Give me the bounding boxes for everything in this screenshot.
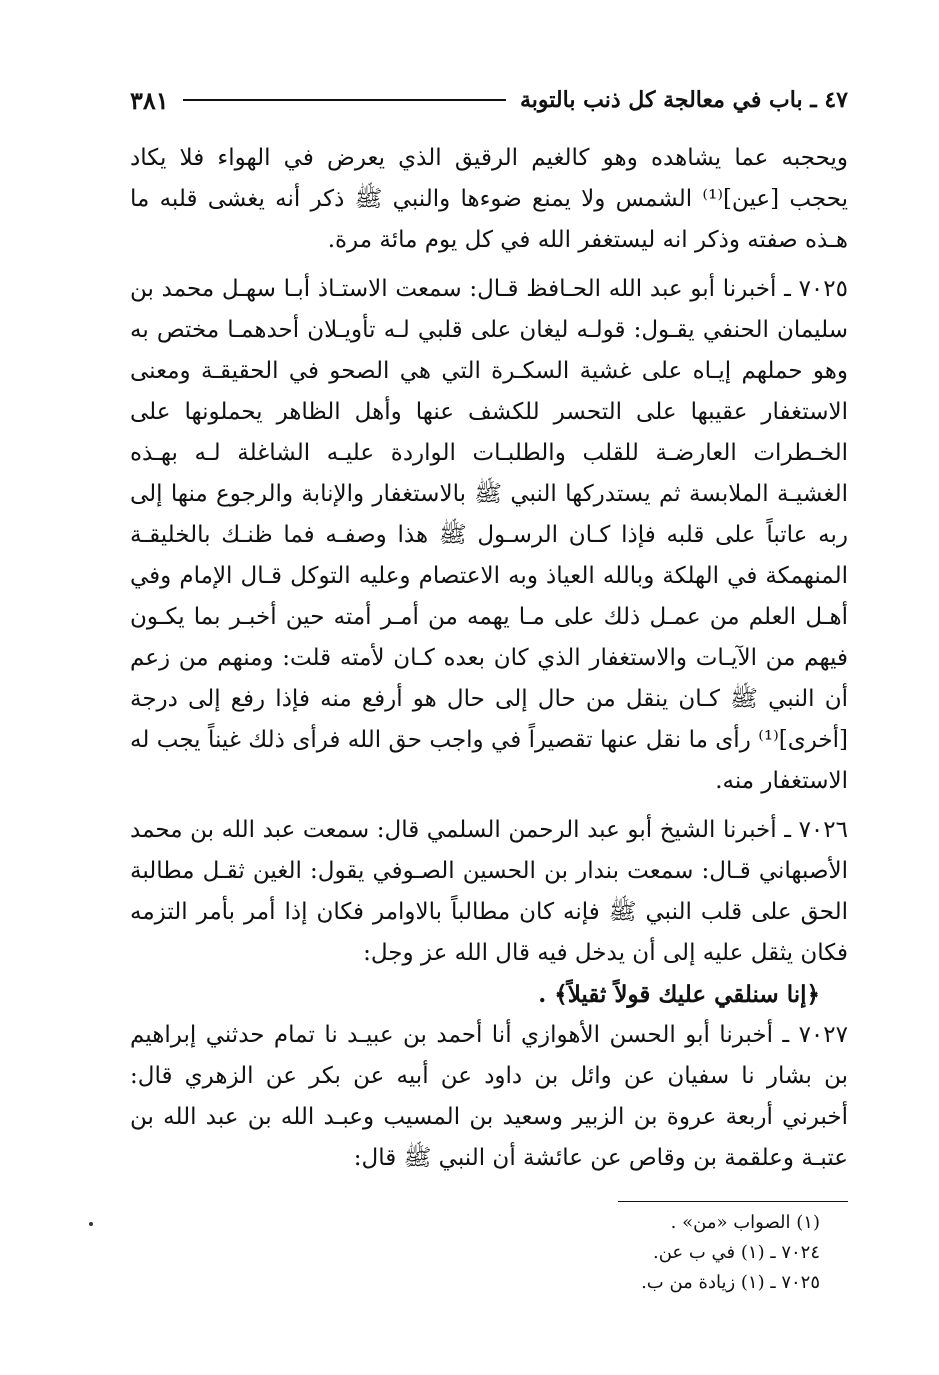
paragraph-hadith-7025: ٧٠٢٥ ـ أخبرنا أبو عبد الله الحـافظ قـال: سمعت الاستـاذ أبـا سهـل محمد بن سليمان الحنفي يقـول: قولـه ليغان على قلبي لـه تأويـلان أحدهمـا مختص به وهو حملهم إيـاه على غشية السكـرة التي هي الصحو في الحقيقـة ومعنى الاستغفار عقيبها على التحسر للكشف عنها وأهل الظاهر يحملونها على الخـطرات العارضـة للقلب والطلبـات الواردة عليـه الشاغلة لـه بهـذه الغشيـة الملابسة ثم يستدركها النبي ﷺ بالاستغفار والإنابة والرجوع منها إلى ربه عاتباً على قلبه فإذا كـان الرسـول ﷺ هذا وصفـه فما ظنـك بالخليقـة المنهمكة في الهلكة وبالله العياذ وبه الاعتصام وعليه التوكل قـال الإمام وفي أهـل العلم من عمـل ذلك على مـا يهمه من أمـر أمته حين أخبـر بما يكـون فيهم من الآيـات والاستغفار الذي كان بعده كـان لأمته قلت: ومنهم من زعم أن النبي ﷺ كـان ينقل من حال إلى حال هو أرفع منه فإذا رفع إلى درجة [أخرى]⁽¹⁾ رأى ما نقل عنها تقصيراً في واجب حق الله فرأى ذلك غيناً يجب له الاستغفار منه. — [130, 276, 848, 794]
scan-speck — [89, 1222, 93, 1226]
paragraph-hadith-7027: ٧٠٢٧ ـ أخبرنا أبو الحسن الأهوازي أنا أحمد بن عبيـد نا تمام حدثني إبراهيم بن بشار نا سفيان عن وائل بن داود عن أبيه عن بكر عن الزهري قال: أخبرني أربعة عروة بن الزبير وسعيد بن المسيب وعبـد الله بن عبد الله بن عتبـة وعلقمة بن وقاص عن عائشة أن النبي ﷺ قال: — [130, 1022, 848, 1171]
header-rule — [183, 99, 506, 101]
footnote-divider — [618, 1201, 848, 1202]
running-header — [130, 80, 848, 120]
footnote-item: ٧٠٢٤ ـ (١) في ب عن. — [653, 1242, 820, 1263]
page-number: ٣٨١ — [130, 85, 169, 115]
book-page — [130, 80, 848, 1298]
footnotes — [130, 1208, 848, 1298]
main-text — [130, 138, 848, 1179]
footnote-item: ٧٠٢٥ ـ (١) زيادة من ب. — [641, 1272, 820, 1293]
chapter-title: ٤٧ ـ باب في معالجة كل ذنب بالتوبة — [520, 87, 848, 113]
quranic-quote: ﴿إنا سنلقي عليك قولاً ثقيلاً﴾ . — [538, 981, 820, 1008]
paragraph-continuation: ويحجبه عما يشاهده وهو كالغيم الرقيق الذي يعرض في الهواء فلا يكاد يحجب [عين]⁽¹⁾ الشمس ولا يمنع ضوءها والنبي ﷺ ذكر أنه يغشى قلبه ما هـذه صفته وذكر انه ليستغفر الله في كل يوم مائة مرة. — [130, 145, 849, 253]
paragraph-hadith-7026: ٧٠٢٦ ـ أخبرنا الشيخ أبو عبد الرحمن السلمي قال: سمعت عبد الله بن محمد الأصبهاني قـال: سمعت بندار بن الحسين الصـوفي يقول: الغين ثقـل مطالبة الحق على قلب النبي ﷺ فإنه كان مطالباً بالاوامر فكان إذا أمر بأمر التزمه فكان يثقل عليه إلى أن يدخل فيه قال الله عز وجل: — [130, 817, 848, 966]
footnote-item: (١) الصواب «من» . — [670, 1212, 820, 1233]
